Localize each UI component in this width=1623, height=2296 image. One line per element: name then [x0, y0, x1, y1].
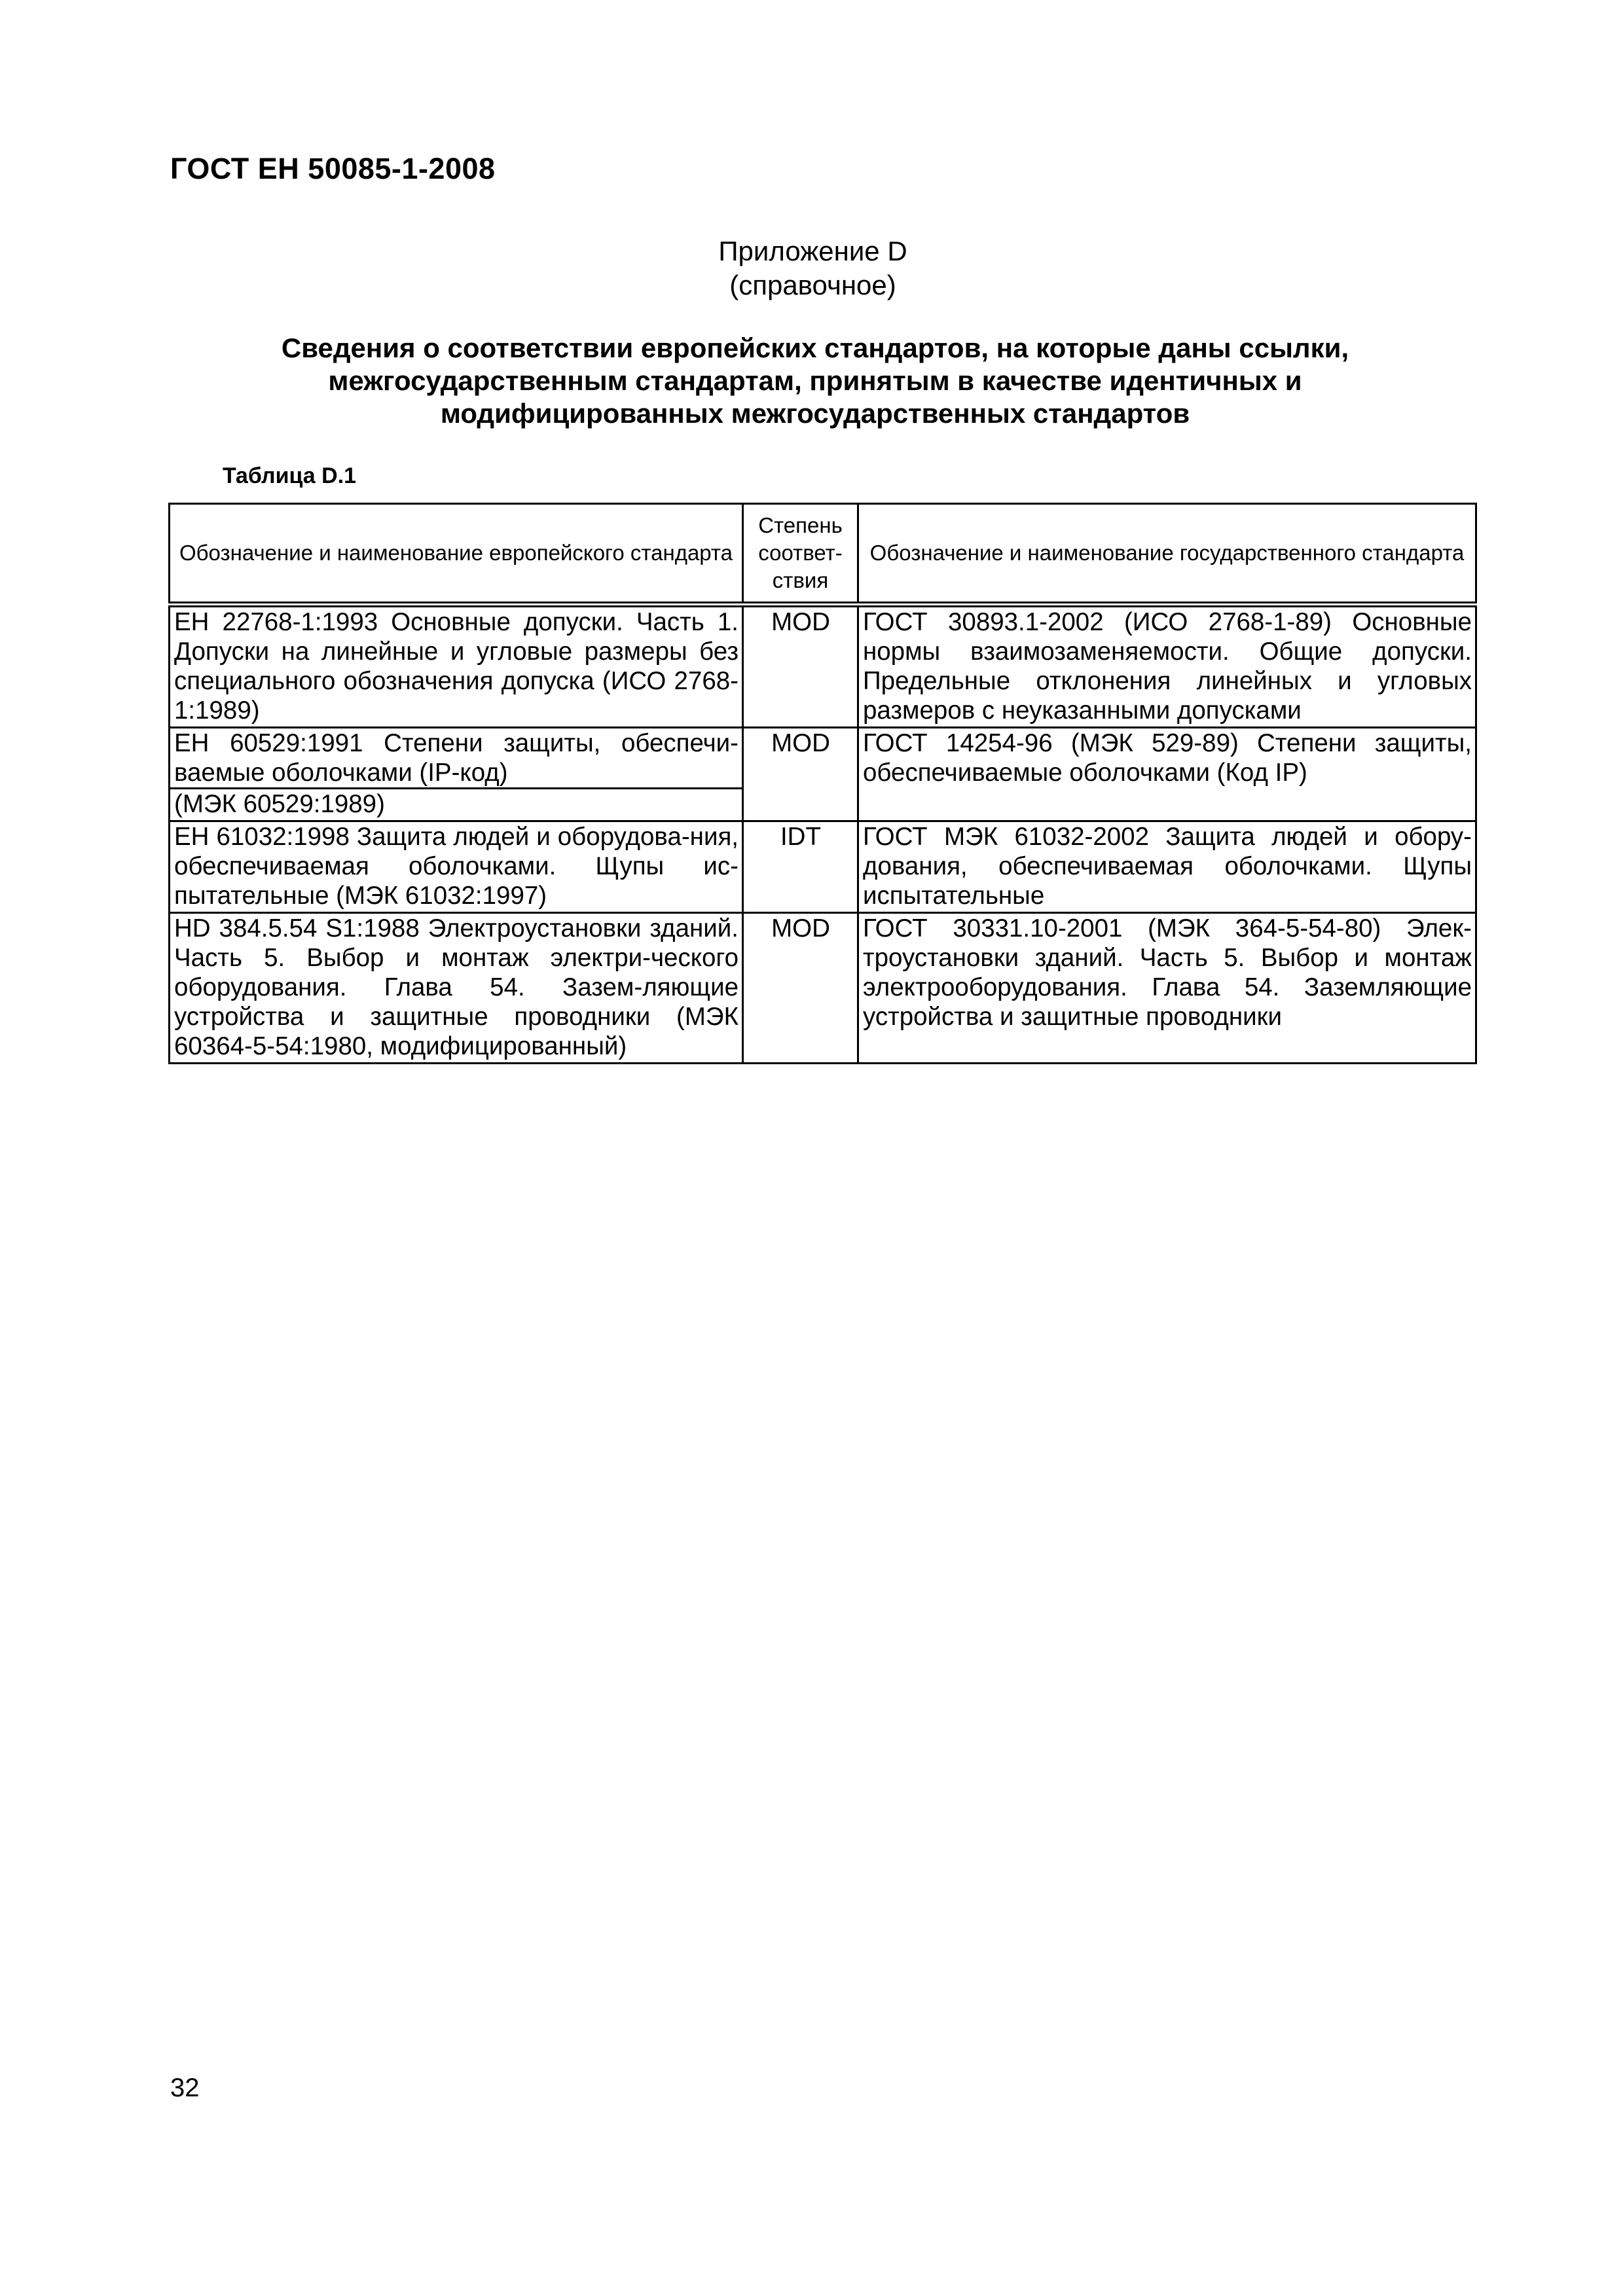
appendix-type: (справочное) [729, 270, 896, 300]
standards-table [168, 503, 1477, 1064]
heading-line: Сведения о соответствии европейских стандартов, на которые даны ссылки, [281, 332, 1349, 363]
cell-degree: MOD [743, 728, 858, 821]
cell-state: ГОСТ 30331.10-2001 (МЭК 364-5-54-80) Элек-троустановки зданий. Часть 5. Выбор и монтаж электрооборудования. Глава 54. Заземляющие устройства и защитные проводники [858, 913, 1476, 1064]
cell-degree: IDT [743, 821, 858, 913]
cell-european: ЕН 61032:1998 Защита людей и оборудова-ния, обеспечиваемая оболочками. Щупы ис-пытательные (МЭК 61032:1997) [170, 821, 743, 913]
cell-degree: MOD [743, 913, 858, 1064]
document-code: ГОСТ ЕН 50085-1-2008 [170, 152, 496, 185]
table-header-row [170, 504, 1476, 605]
cell-european: HD 384.5.54 S1:1988 Электроустановки зданий. Часть 5. Выбор и монтаж электри-ческого оборудования. Глава 54. Зазем-ляющие устройства и защитные проводники (МЭК 60364-5-54:1980, модифицированный) [170, 913, 743, 1064]
table-row [170, 821, 1476, 913]
cell-state: ГОСТ МЭК 61032-2002 Защита людей и обору-дования, обеспечиваемая оболочками. Щупы испытательные [858, 821, 1476, 913]
cell-state: ГОСТ 14254-96 (МЭК 529-89) Степени защиты, обеспечиваемые оболочками (Код IP) [858, 728, 1476, 821]
cell-state: ГОСТ 30893.1-2002 (ИСО 2768-1-89) Основные нормы взаимозаменяемости. Общие допуски. Предельные отклонения линейных и угловых размеров с неуказанными допусками [858, 605, 1476, 728]
table-row [170, 728, 1476, 821]
cell-european [170, 728, 743, 821]
table-row [170, 913, 1476, 1064]
cell-degree: MOD [743, 605, 858, 728]
table-label: Таблица D.1 [223, 463, 357, 488]
appendix-title: Приложение D [718, 236, 907, 266]
header-state-standard: Обозначение и наименование государственного стандарта [858, 504, 1476, 605]
appendix-heading [196, 332, 1434, 430]
cell-european-note: (МЭК 60529:1989) [170, 787, 742, 819]
heading-line: межгосударственным стандартам, принятым в качестве идентичных и [328, 365, 1302, 396]
table-row [170, 605, 1476, 728]
heading-line: модифицированных межгосударственных стандартов [440, 398, 1190, 429]
cell-european: ЕН 22768-1:1993 Основные допуски. Часть 1. Допуски на линейные и угловые размеры без специального обозначения допуска (ИСО 2768-1:1989) [170, 605, 743, 728]
page-number: 32 [170, 2073, 200, 2102]
header-degree: Степень соответ-ствия [743, 504, 858, 605]
cell-european-text: ЕН 60529:1991 Степени защиты, обеспечи-ваемые оболочками (IP-код) [174, 729, 739, 787]
header-european-standard: Обозначение и наименование европейского стандарта [170, 504, 743, 605]
appendix-block [0, 234, 1623, 302]
